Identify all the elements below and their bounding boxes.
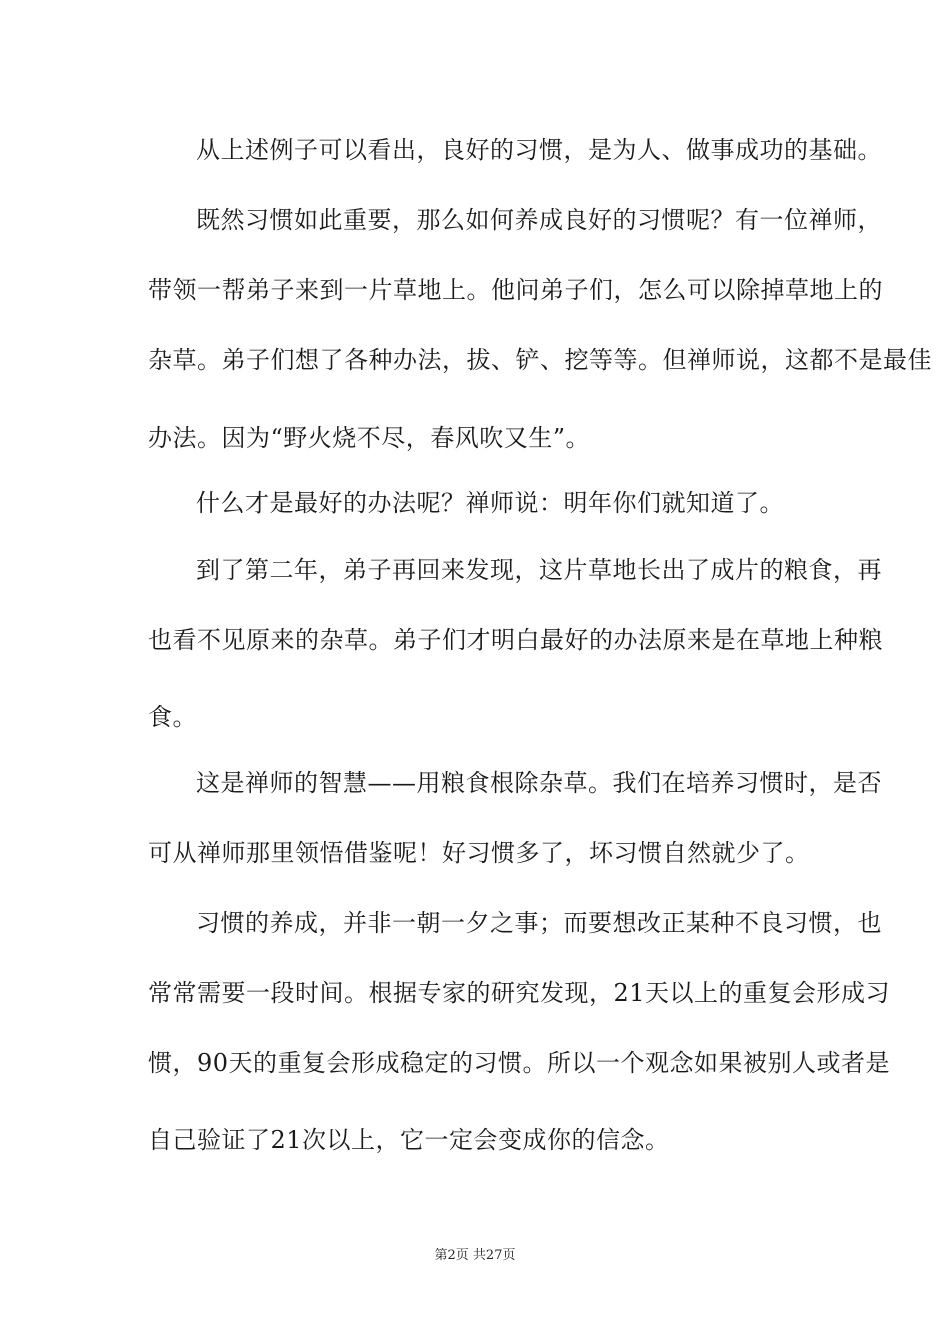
text-line: 习惯的养成，并非一朝一夕之事；而要想改正某种不良习惯，也 <box>196 909 882 937</box>
text-line: 常常需要一段时间。根据专家的研究发现，21天以上的重复会形成习 <box>148 979 891 1007</box>
text-line: 带领一帮弟子来到一片草地上。他问弟子们，怎么可以除掉草地上的 <box>148 276 883 304</box>
text-line: 杂草。弟子们想了各种办法，拔、铲、挖等等。但禅师说，这都不是最佳 <box>148 346 932 374</box>
text-line: 从上述例子可以看出，良好的习惯，是为人、做事成功的基础。 <box>196 136 882 164</box>
text-line: 自己验证了21次以上，它一定会变成你的信念。 <box>148 1126 670 1154</box>
text-line: 也看不见原来的杂草。弟子们才明白最好的办法原来是在草地上种粮 <box>148 626 883 654</box>
text-line: 食。 <box>148 703 197 731</box>
text-line: 惯，90天的重复会形成稳定的习惯。所以一个观念如果被别人或者是 <box>148 1049 891 1077</box>
text-line: 可从禅师那里领悟借鉴呢！好习惯多了，坏习惯自然就少了。 <box>148 839 810 867</box>
text-line: 这是禅师的智慧——用粮食根除杂草。我们在培养习惯时，是否 <box>196 769 882 797</box>
text-line: 既然习惯如此重要，那么如何养成良好的习惯呢？有一位禅师， <box>196 206 882 234</box>
text-line: 办法。因为“野火烧不尽，春风吹又生”。 <box>148 424 591 452</box>
text-line: 到了第二年，弟子再回来发现，这片草地长出了成片的粮食，再 <box>196 556 882 584</box>
page-number: 第2页 共27页 <box>434 1248 516 1263</box>
text-line: 什么才是最好的办法呢？禅师说：明年你们就知道了。 <box>196 489 784 517</box>
